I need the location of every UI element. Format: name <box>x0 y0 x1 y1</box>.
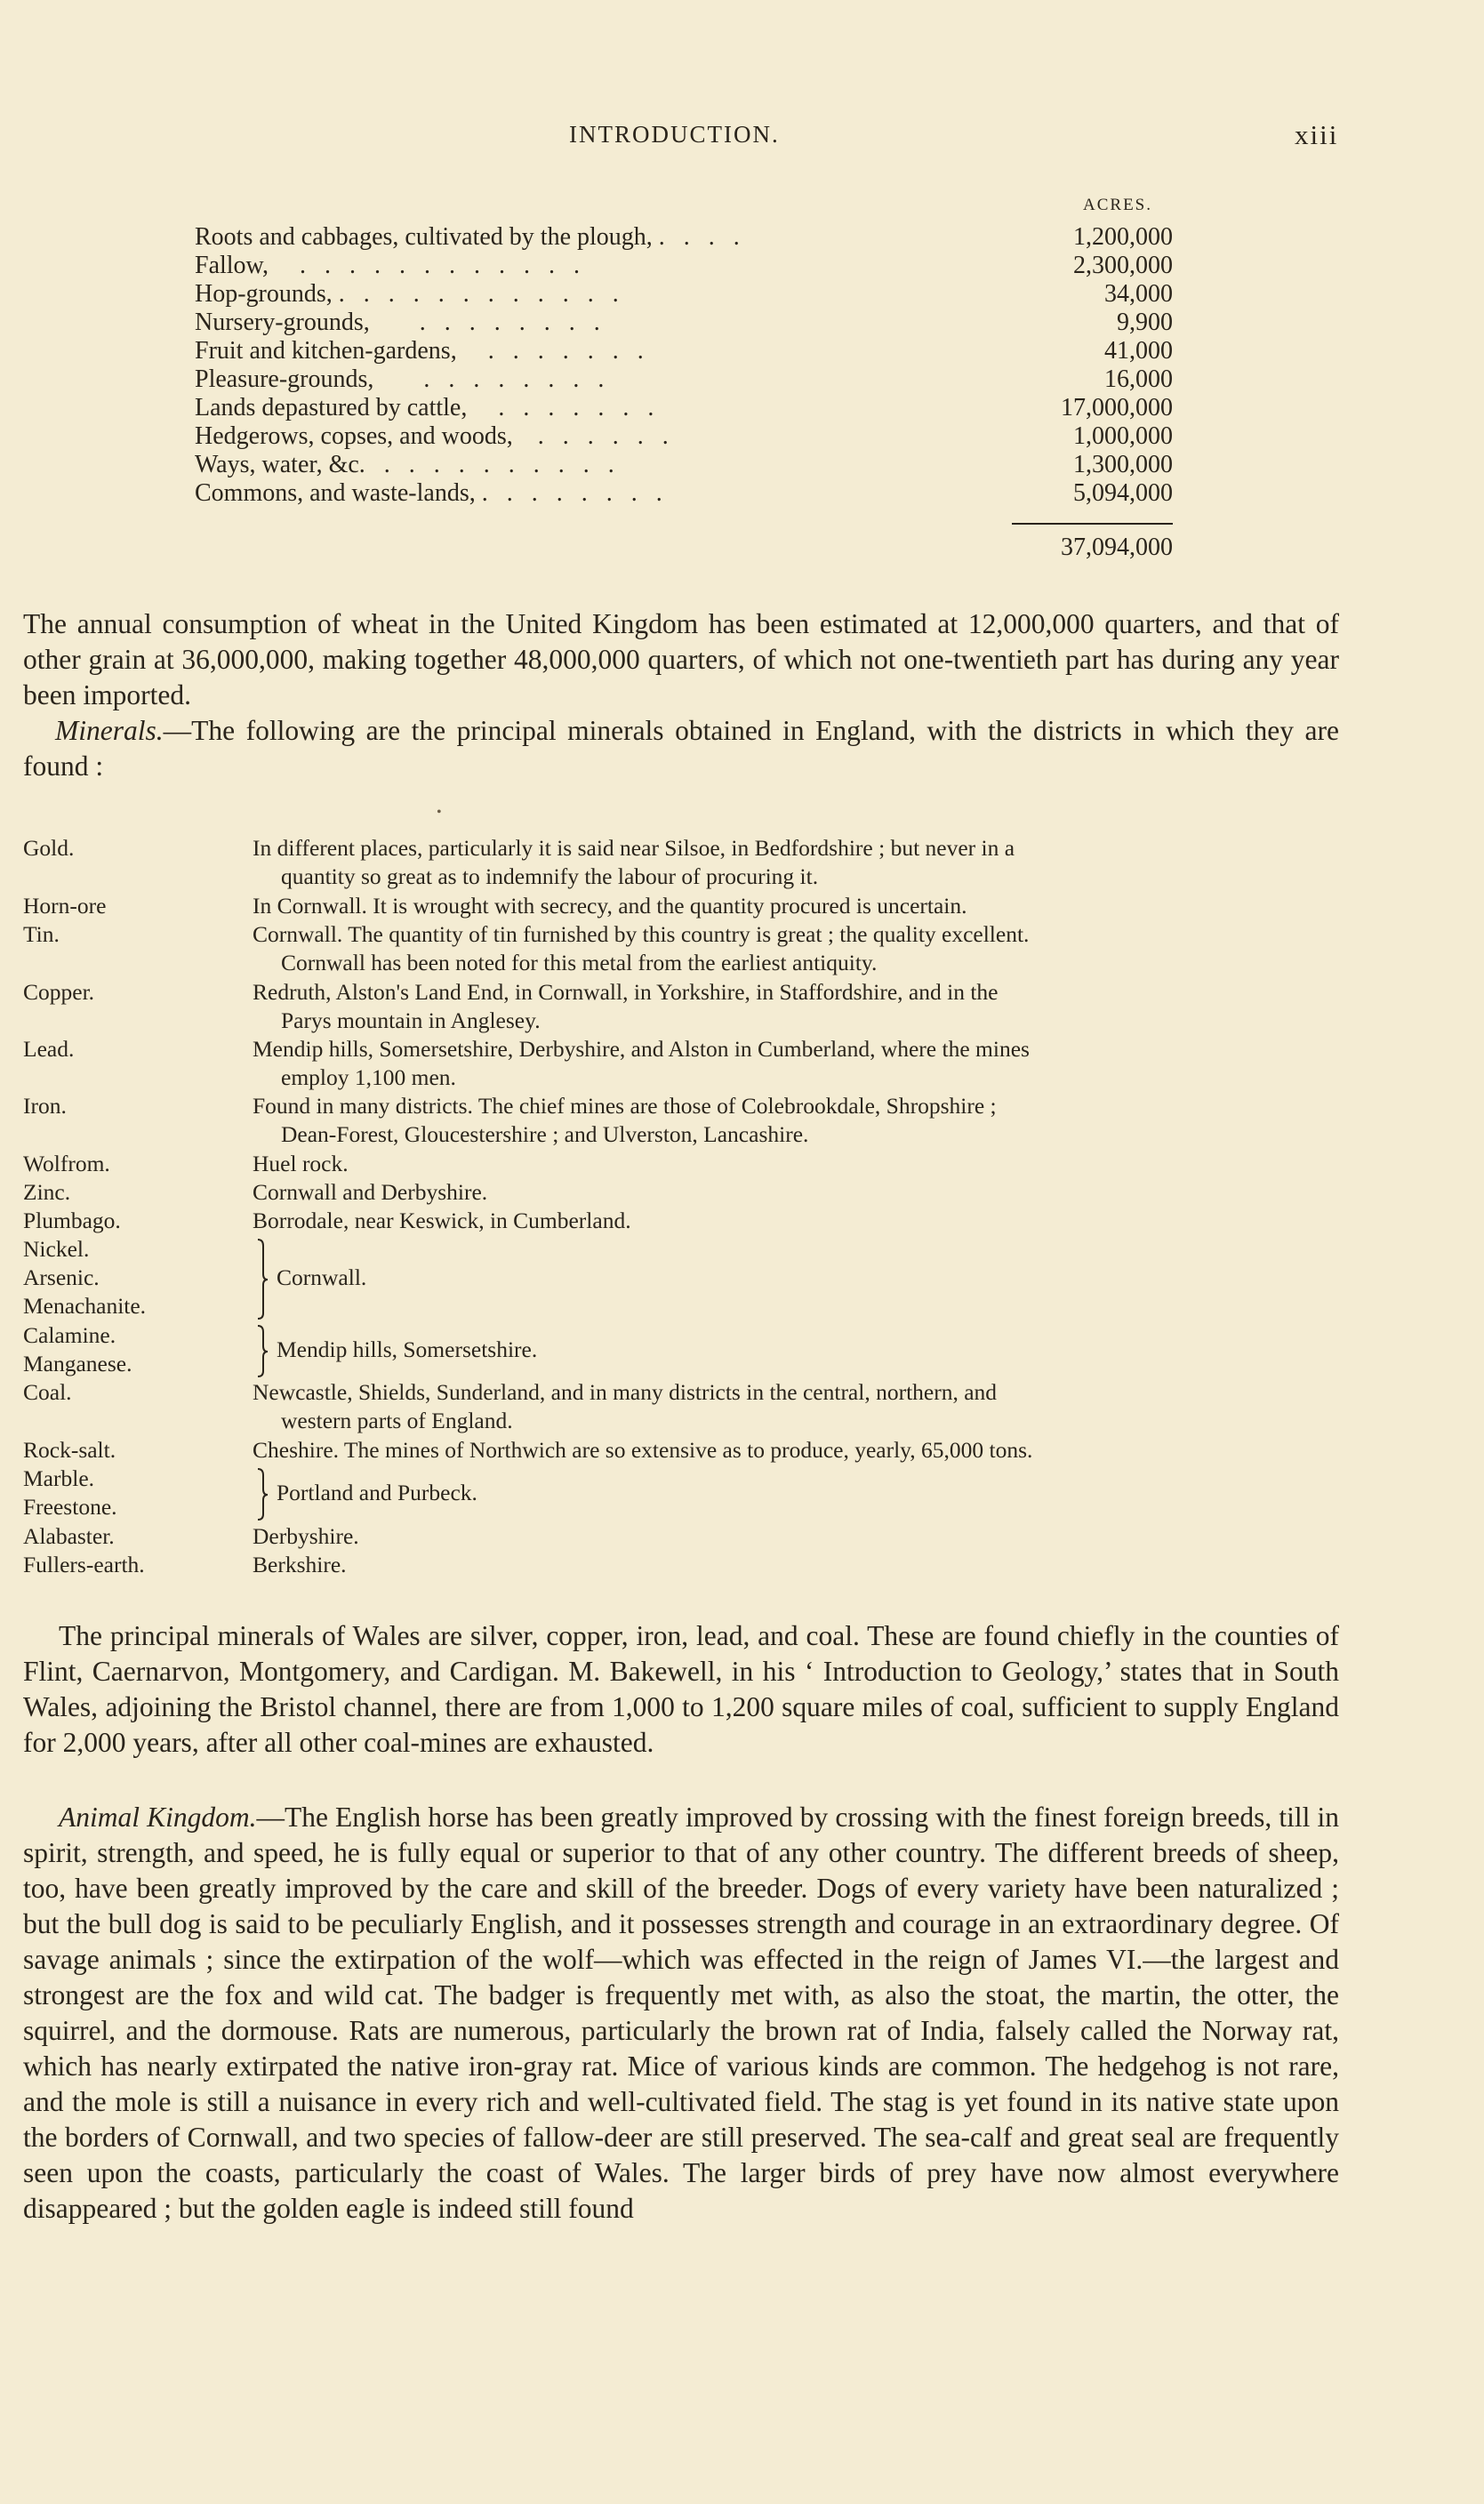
land-use-row <box>195 451 1173 479</box>
mineral-location <box>253 1436 1355 1465</box>
total-rule <box>1012 523 1173 525</box>
mineral-group-names <box>23 1321 245 1378</box>
mineral-name: Wolfrom. <box>23 1151 110 1176</box>
mineral-name: Rock-salt. <box>23 1437 116 1463</box>
animal-kingdom-heading: Animal Kingdom. <box>59 1802 257 1833</box>
wales-paragraph <box>23 1618 1339 1761</box>
mineral-location <box>253 1035 1355 1092</box>
mineral-group-location: Portland and Purbeck. <box>277 1480 477 1505</box>
mineral-group-names <box>23 1235 245 1320</box>
land-use-row <box>195 479 1173 508</box>
mineral-location-line: Cornwall. The quantity of tin furnished by this country is great ; the quality excellent. <box>253 921 1030 947</box>
mineral-name: Tin. <box>23 921 60 947</box>
minerals-heading: Minerals. <box>55 715 164 746</box>
land-use-label: Ways, water, &c. . . . . . . . . . . <box>195 451 614 478</box>
land-use-label: Hedgerows, copses, and woods, . . . . . . <box>195 422 669 450</box>
mineral-name: Alabaster. <box>23 1523 115 1549</box>
mineral-name: Arsenic. <box>23 1264 100 1290</box>
wales-text: The principal minerals of Wales are silver, copper, iron, lead, and coal. These are found chiefly in the counties of Flint, Caernarvon, Montgomery, and Cardigan. M. Bakewell, in his ‘ Introduction to Geology,’ states that in South Wales, adjoining the Bristol channel, there are from 1,000 to 1,200 square miles of coal, sufficient to supply England for 2,000 years, after all other coal-mines are exhausted. <box>23 1620 1339 1758</box>
mineral-group-location: Mendip hills, Somersetshire. <box>277 1336 538 1362</box>
mineral-location <box>253 834 1355 891</box>
mineral-location <box>253 1551 1355 1579</box>
land-use-row <box>195 309 1173 337</box>
mineral-location <box>253 1092 1355 1149</box>
land-use-label: Commons, and waste-lands, . . . . . . . . <box>195 479 662 507</box>
mineral-location-line: Found in many districts. The chief mines are those of Colebrookdale, Shropshire ; <box>253 1093 997 1119</box>
land-use-row <box>195 365 1173 394</box>
land-use-acres: 1,000,000 <box>1073 422 1173 450</box>
mineral-location-line: Cheshire. The mines of Northwich are so extensive as to produce, yearly, 65,000 tons. <box>253 1437 1033 1463</box>
mineral-name: Manganese. <box>23 1351 132 1376</box>
acres-column-heading: ACRES. <box>1083 196 1152 214</box>
stray-mark: • <box>437 805 442 820</box>
land-use-acres: 16,000 <box>1104 365 1173 393</box>
mineral-location-line: Borrodale, near Keswick, in Cumberland. <box>253 1208 631 1233</box>
land-use-acres: 2,300,000 <box>1073 252 1173 279</box>
mineral-name: Menachanite. <box>23 1293 147 1319</box>
mineral-name: Iron. <box>23 1093 67 1119</box>
mineral-location-line: Mendip hills, Somersetshire, Derbyshire, and Alston in Cumberland, where the mines <box>253 1036 1030 1062</box>
mineral-name: Horn-ore <box>23 893 107 919</box>
land-use-row <box>195 422 1173 451</box>
mineral-name: Nickel. <box>23 1236 90 1262</box>
mineral-location-continuation: Dean-Forest, Gloucestershire ; and Ulverston, Lancashire. <box>281 1121 809 1147</box>
land-use-acres: 9,900 <box>1117 309 1173 336</box>
mineral-location <box>253 1522 1355 1551</box>
mineral-group <box>23 1465 1339 1521</box>
mineral-location-line: Newcastle, Shields, Sunderland, and in many districts in the central, northern, and <box>253 1379 998 1405</box>
mineral-name: Freestone. <box>23 1494 117 1520</box>
mineral-group <box>23 1321 1339 1378</box>
mineral-location <box>253 920 1355 977</box>
page-number: xiii <box>1295 119 1339 150</box>
land-use-label: Nursery-grounds, . . . . . . . . <box>195 309 600 336</box>
land-use-acres: 17,000,000 <box>1061 394 1173 421</box>
mineral-location-line: Berkshire. <box>253 1552 347 1577</box>
mineral-group-location: Cornwall. <box>277 1264 367 1290</box>
mineral-location <box>253 1207 1355 1235</box>
mineral-location <box>253 1178 1355 1207</box>
animal-kingdom-paragraph <box>23 1800 1339 2227</box>
land-use-acres: 34,000 <box>1104 280 1173 308</box>
page-title: INTRODUCTION. <box>569 121 780 148</box>
mineral-name: Coal. <box>23 1379 72 1405</box>
mineral-name: Lead. <box>23 1036 75 1062</box>
land-use-label: Pleasure-grounds, . . . . . . . . <box>195 365 605 393</box>
land-use-total: 37,094,000 <box>1061 534 1173 561</box>
mineral-name: Marble. <box>23 1465 95 1491</box>
mineral-location-line: Derbyshire. <box>253 1523 359 1549</box>
land-use-row <box>195 280 1173 309</box>
land-use-acres: 1,200,000 <box>1073 223 1173 251</box>
land-use-label: Hop-grounds, . . . . . . . . . . . . <box>195 280 619 308</box>
land-use-acres: 1,300,000 <box>1073 451 1173 478</box>
mineral-location-line: Huel rock. <box>253 1151 349 1176</box>
brace-icon <box>254 1237 272 1322</box>
mineral-location-line: In different places, particularly it is said near Silsoe, in Bedfordshire ; but never in a <box>253 835 1015 861</box>
brace-icon <box>254 1466 272 1523</box>
land-use-acres: 5,094,000 <box>1073 479 1173 507</box>
mineral-location-continuation: quantity so great as to indemnify the labour of procuring it. <box>281 863 819 889</box>
mineral-name: Zinc. <box>23 1179 71 1205</box>
mineral-name: Gold. <box>23 835 75 861</box>
mineral-name: Copper. <box>23 979 95 1005</box>
mineral-name: Fullers-earth. <box>23 1552 145 1577</box>
land-use-row <box>195 337 1173 365</box>
land-use-row <box>195 394 1173 422</box>
land-use-label: Fallow, . . . . . . . . . . . . <box>195 252 580 279</box>
mineral-location-continuation: employ 1,100 men. <box>281 1064 456 1090</box>
mineral-location-line: In Cornwall. It is wrought with secrecy, and the quantity procured is uncertain. <box>253 893 967 919</box>
mineral-location <box>253 892 1355 920</box>
mineral-location <box>253 1378 1355 1435</box>
mineral-location <box>253 1150 1355 1178</box>
mineral-location-continuation: Cornwall has been noted for this metal from the earliest antiquity. <box>281 950 878 975</box>
land-use-acres: 41,000 <box>1104 337 1173 365</box>
mineral-location-line: Cornwall and Derbyshire. <box>253 1179 488 1205</box>
minerals-intro-paragraph <box>23 713 1339 784</box>
brace-icon <box>254 1323 272 1380</box>
land-use-row <box>195 223 1173 252</box>
mineral-name: Calamine. <box>23 1322 116 1348</box>
animal-kingdom-text: —The English horse has been greatly improved by crossing with the finest foreign breeds, till in spirit, strength, and speed, he is fully equal or superior to that of any other country. The different breeds of sheep, too, have been greatly improved by the care and skill of the breeder. Dogs of every variety have been naturalized ; but the bull dog is said to be peculiarly English, and it possesses strength and courage in an extraordinary degree. Of savage animals ; since the extirpation of the wolf—which was effected in the reign of James VI.—the largest and strongest are the fox and wild cat. The badger is frequently met with, as also the stoat, the martin, the otter, the squirrel, and the dormouse. Rats are numerous, particularly the brown rat of India, falsely called the Norway rat, which has nearly extirpated the native iron-gray rat. Mice of various kinds are common. The hedgehog is not rare, and the mole is still a nuisance in every rich and well-cultivated field. The stag is yet found in its native state upon the borders of Cornwall, and two species of fallow-deer are still preserved. The sea-calf and great seal are frequently seen upon the coasts, particularly the coast of Wales. The larger birds of prey have now almost everywhere disappeared ; but the golden eagle is indeed still found <box>23 1802 1339 2224</box>
mineral-location-line: Redruth, Alston's Land End, in Cornwall, in Yorkshire, in Staffordshire, and in the <box>253 979 999 1005</box>
mineral-name: Plumbago. <box>23 1208 121 1233</box>
wheat-paragraph <box>23 606 1339 713</box>
running-head <box>0 121 1484 156</box>
mineral-group <box>23 1235 1339 1320</box>
land-use-label: Roots and cabbages, cultivated by the plough, . . . . <box>195 223 740 251</box>
land-use-label: Lands depastured by cattle, . . . . . . . <box>195 394 654 421</box>
minerals-intro-text: —The following are the principal minerals obtained in England, with the districts in which they are found : <box>23 715 1339 782</box>
wheat-text: The annual consumption of wheat in the United Kingdom has been estimated at 12,000,000 quarters, and that of other grain at 36,000,000, making together 48,000,000 quarters, of which not one-twentieth part has during any year been imported. <box>23 608 1339 710</box>
mineral-location-continuation: western parts of England. <box>281 1408 513 1433</box>
mineral-location <box>253 978 1355 1035</box>
land-use-label: Fruit and kitchen-gardens, . . . . . . . <box>195 337 644 365</box>
mineral-group-names <box>23 1465 245 1521</box>
mineral-location-continuation: Parys mountain in Anglesey. <box>281 1007 541 1033</box>
land-use-row <box>195 252 1173 280</box>
